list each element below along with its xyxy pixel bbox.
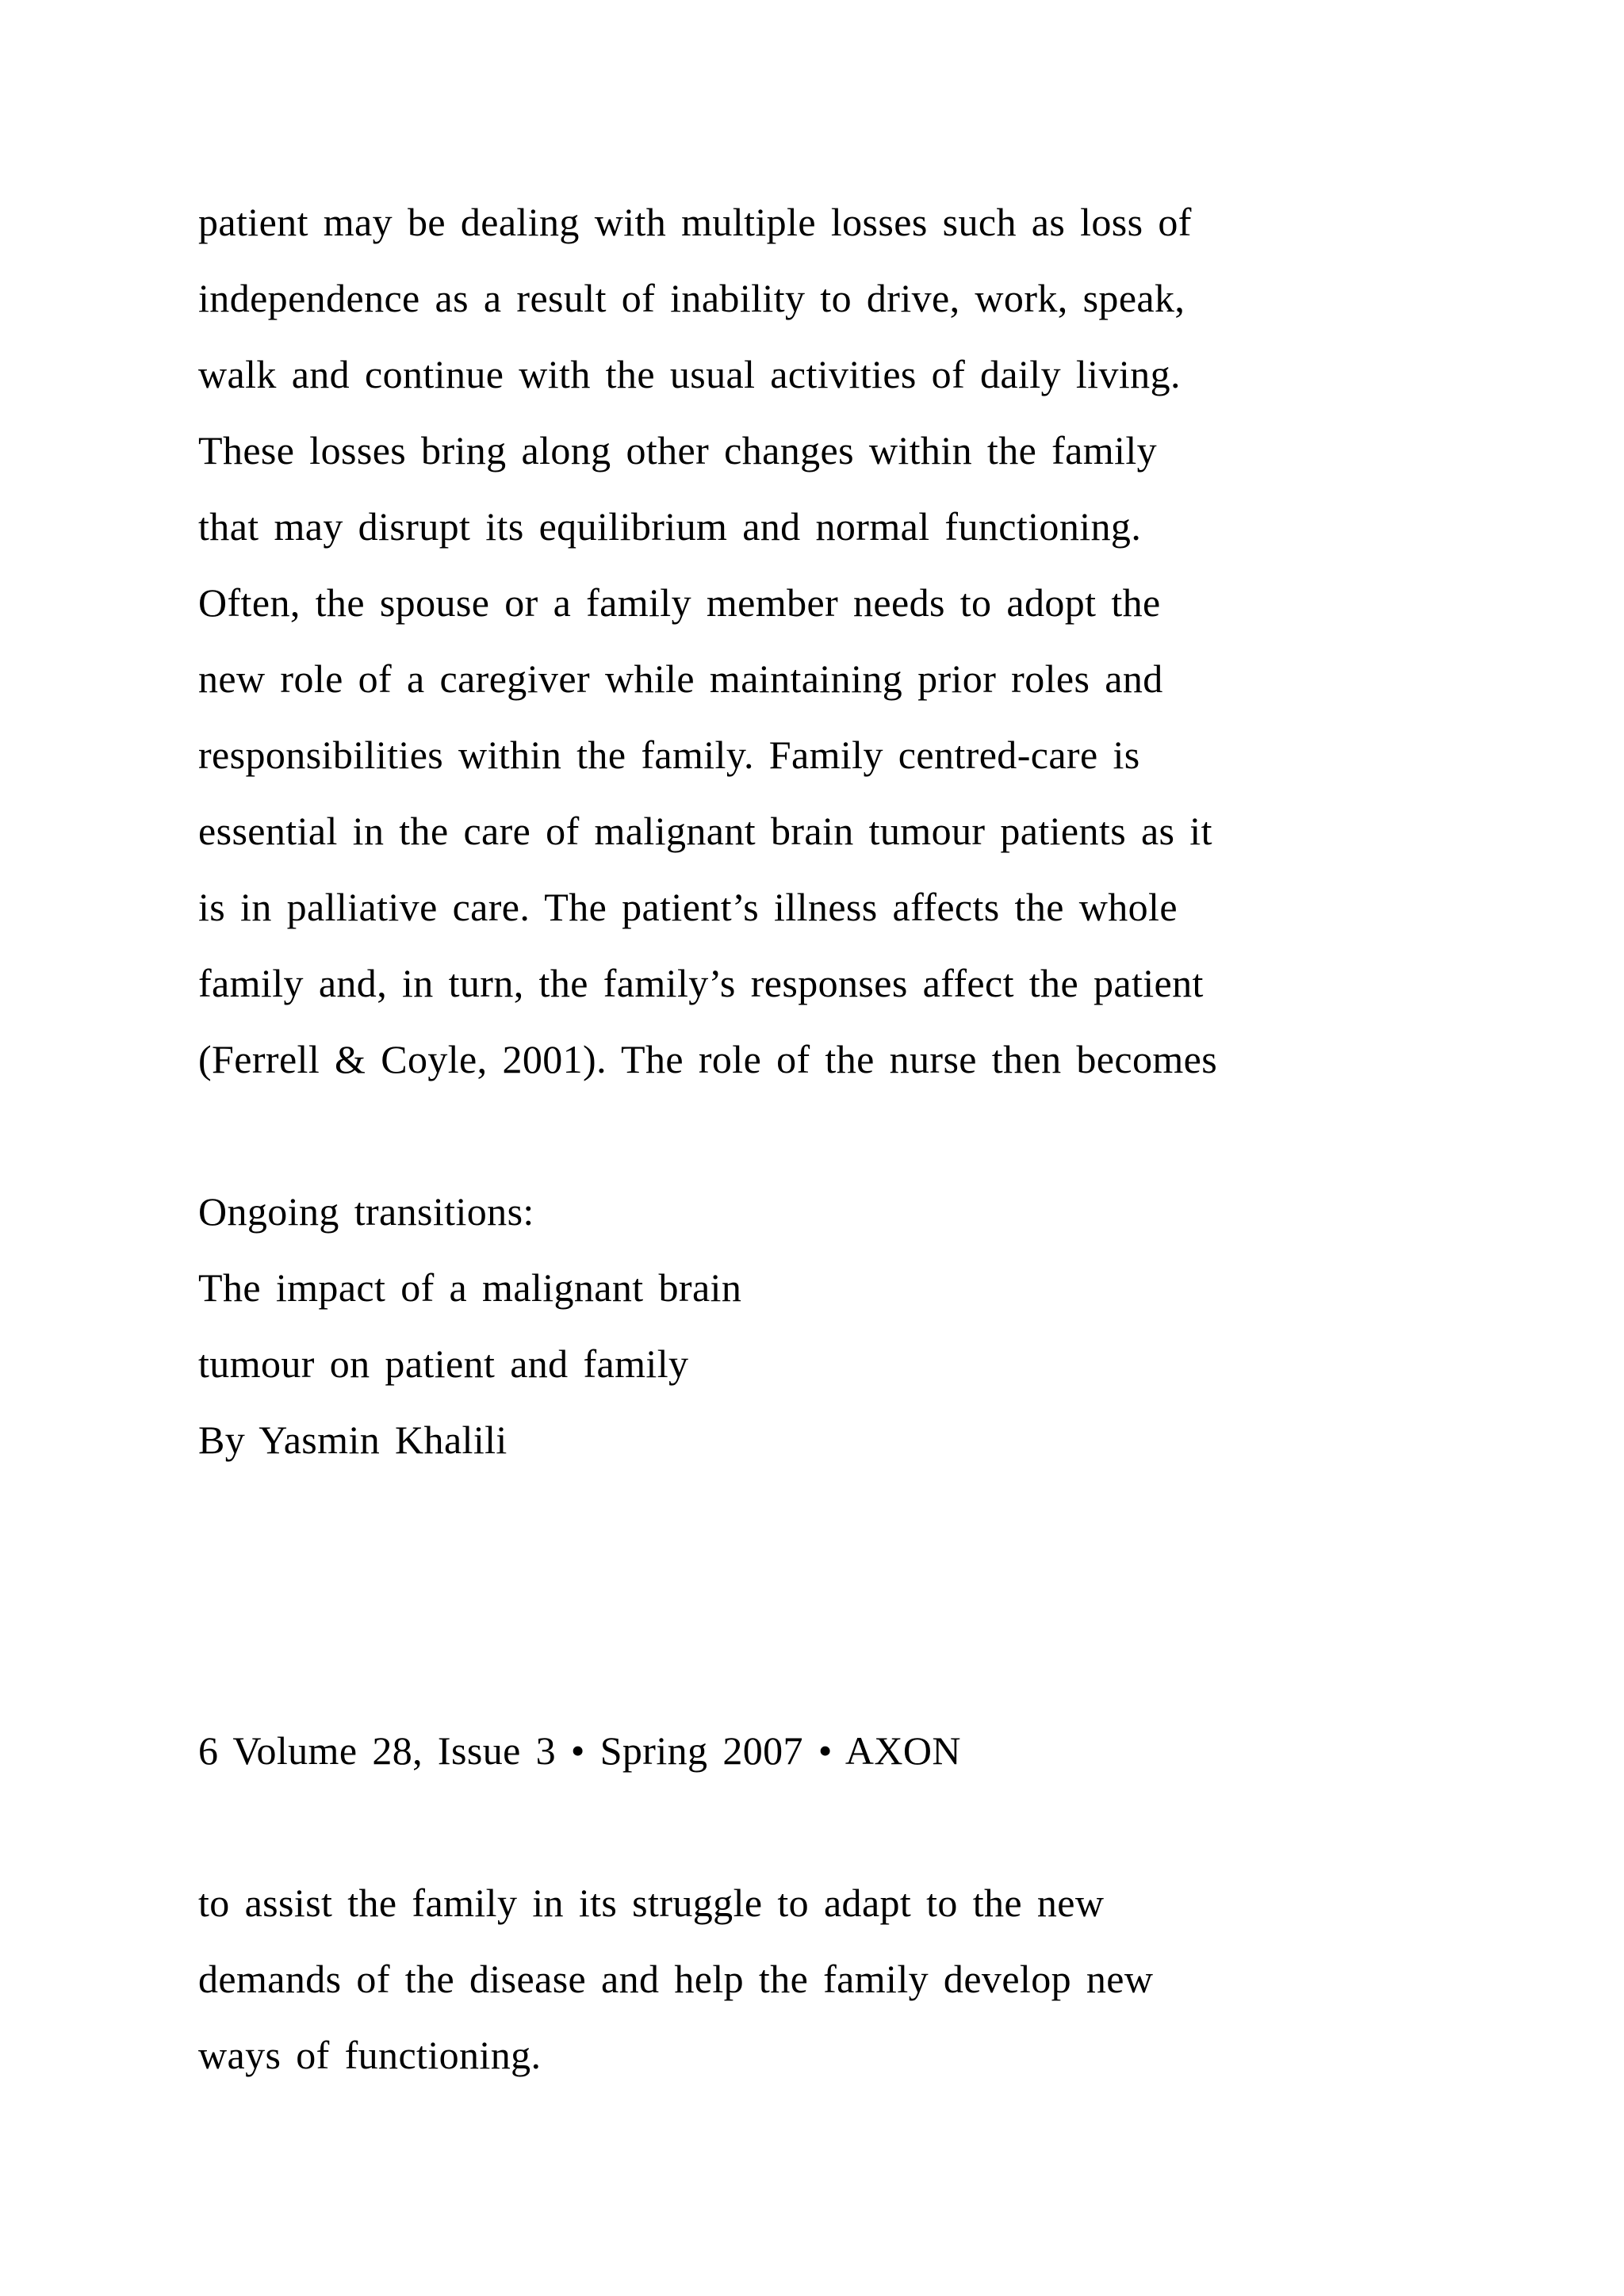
text-line: demands of the disease and help the family develop new [198,1957,1154,2001]
body-paragraph-2 [198,1865,1435,2093]
article-title-line: tumour on patient and family [198,1341,689,1386]
text-line: that may disrupt its equilibrium and normal functioning. [198,504,1142,549]
text-line: responsibilities within the family. Family centred-care is [198,733,1140,777]
text-line: new role of a caregiver while maintaining prior roles and [198,656,1163,701]
article-title-block [198,1173,1435,1478]
text-line: walk and continue with the usual activities of daily living. [198,352,1181,396]
text-line: is in palliative care. The patient’s illness affects the whole [198,885,1178,929]
text-line: independence as a result of inability to drive, work, speak, [198,276,1185,320]
text-line: (Ferrell & Coyle, 2001). The role of the nurse then becomes [198,1037,1218,1081]
footer-text: 6 Volume 28, Issue 3 • Spring 2007 • AXON [198,1728,961,1773]
article-title-line: Ongoing transitions: [198,1189,534,1234]
page-footer [198,1712,1435,1789]
byline: By Yasmin Khalili [198,1418,508,1462]
article-title-line: The impact of a malignant brain [198,1265,742,1310]
text-line: ways of functioning. [198,2033,542,2077]
text-line: essential in the care of malignant brain tumour patients as it [198,809,1212,853]
body-paragraph-1 [198,184,1435,1097]
text-line: patient may be dealing with multiple losses such as loss of [198,200,1192,244]
text-line: These losses bring along other changes within the family [198,428,1158,473]
text-line: Often, the spouse or a family member needs to adopt the [198,580,1161,625]
text-line: family and, in turn, the family’s responses affect the patient [198,961,1204,1005]
text-line: to assist the family in its struggle to adapt to the new [198,1881,1105,1925]
